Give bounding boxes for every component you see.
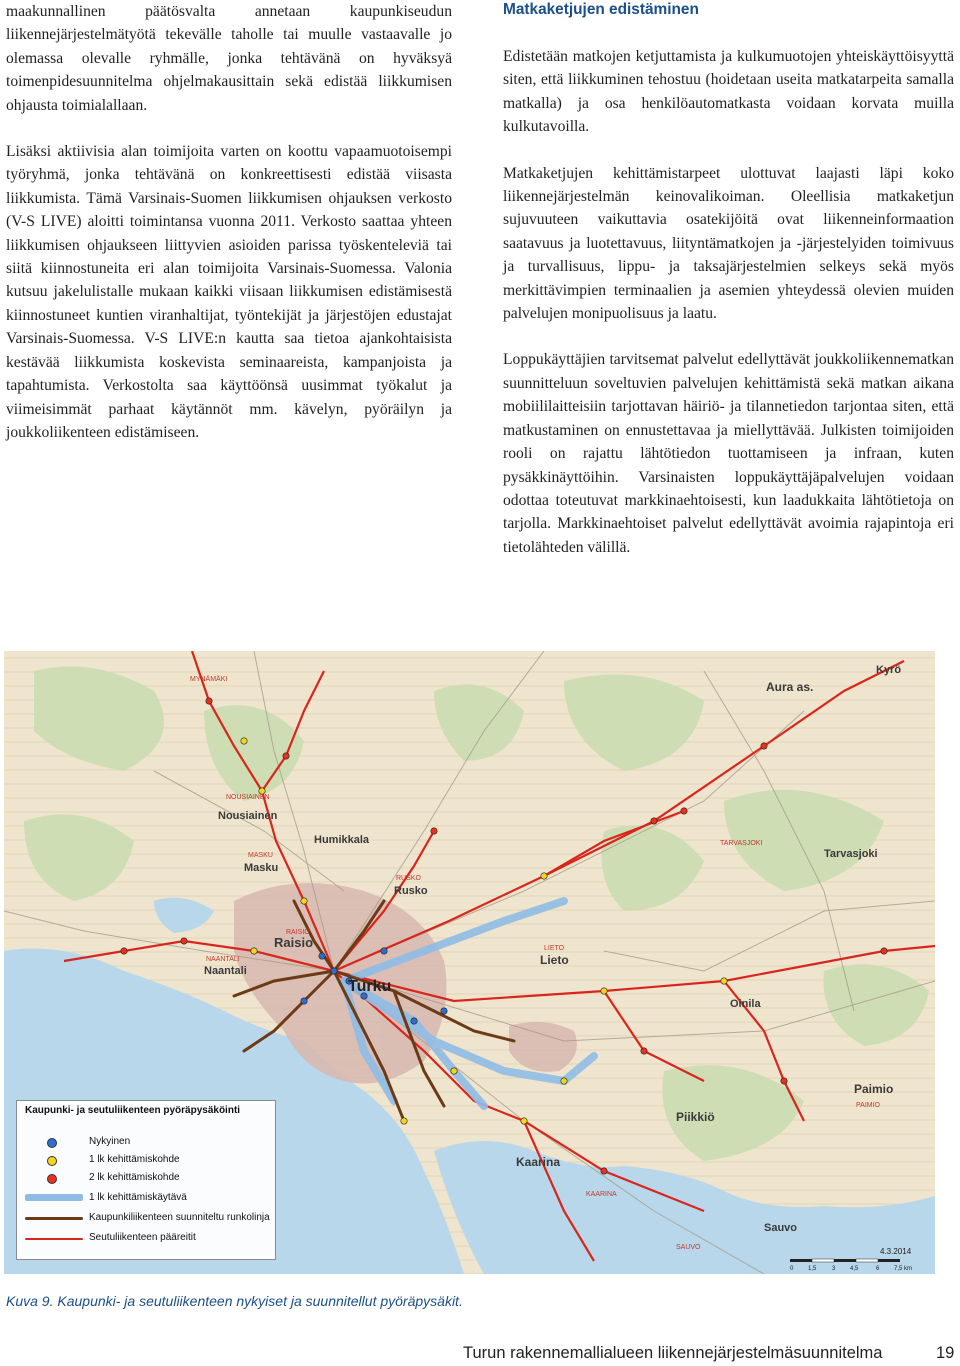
yellow-dot-icon xyxy=(47,1156,57,1166)
place-label: KAARINA xyxy=(586,1191,617,1198)
left-column xyxy=(6,0,452,467)
caption-text: Kaupunki- ja seutuliikenteen nykyiset ja suunnitellut pyöräpysäkit. xyxy=(53,1293,463,1309)
legend-title: Kaupunki- ja seutuliikenteen pyöräpysäköinti xyxy=(25,1105,241,1116)
legend-item xyxy=(25,1191,270,1205)
place-label: Rusko xyxy=(394,885,428,897)
place-label: Oinila xyxy=(730,998,761,1010)
place-label: Paimio xyxy=(854,1082,894,1096)
legend-symbol xyxy=(25,1155,83,1165)
scale-label: 4,5 xyxy=(850,1266,859,1272)
footer-title: Turun rakennemallialueen liikennejärjestelmäsuunnitelma xyxy=(463,1344,883,1362)
legend-label: 1 lk kehittämiskohde xyxy=(89,1154,180,1165)
place-label: RAISIO xyxy=(286,929,310,936)
right-paragraph-3: Loppukäyttäjien tarvitsemat palvelut edellyttävät joukkoliikennematkan suunnitteluun soveltuvien palvelujen kehittämistä sekä matkan aikana mobiililaitteisiin tarjottavan häiriö- ja tilannetiedon tarjontaa siten, että matkustaminen on ennustettavaa ja miellyttävää. Julkisten toimijoiden rooli on rajattu lähtötiedon tuottamiseen ja infraan, kuten pysäkkinäyttöihin. Varsinaisten loppukäyttäjäpalvelujen voidaan odottaa toteutuvat markkinaehtoisesti, kun laadukkaita lähtötietoja on tarjolla. Markkinaehtoiset palvelut edellyttävät avoimia rajapintoja eri tietolähteden välillä. xyxy=(503,351,954,556)
legend-item xyxy=(25,1153,270,1167)
legend-label: Kaupunkiliikenteen suunniteltu runkolinja xyxy=(89,1212,270,1223)
place-label: SAUVO xyxy=(676,1244,701,1251)
legend-symbol xyxy=(25,1233,83,1243)
place-label: Naantali xyxy=(204,965,247,977)
left-paragraph-1: maakunnallinen päätösvalta annetaan kaupunkiseudun liikennejärjestelmätyötä tekevälle taholle tai muulle vastaavalle jo olemassa olevalle ryhmälle, jonka tehtävänä on hyväksyä toimenpidesuunnitelma ohjelmakausittain sekä edistää liikkumisen ohjausta toimialallaan. xyxy=(6,3,452,114)
scale-label: 0 xyxy=(790,1266,794,1272)
place-label: Nousiainen xyxy=(218,810,278,822)
scale-label: 6 xyxy=(876,1266,880,1272)
legend-item xyxy=(25,1135,270,1149)
place-label: Tarvasjoki xyxy=(824,848,878,860)
place-label: Humikkala xyxy=(314,834,370,846)
right-paragraph-2: Matkaketjujen kehittämistarpeet ulottuvat laajasti läpi koko liikennejärjestelmän keinovalikoiman. Oleellisia matkaketjun sujuvuuteen vaikuttavia osatekijöitä ovat liikenneinformaation saatavuus ja luotettavuus, liityntämatkojen ja -järjestelyiden toimivuus ja turvallisuus, lippu- ja taksajärjestelmien selkeys sekä myös merkittävimpien terminaalien ja asemien yhteydessä olevien muiden palvelujen monipuolisuus ja laatu. xyxy=(503,164,954,323)
right-column xyxy=(503,0,954,582)
legend-item xyxy=(25,1171,270,1185)
place-label: Kyrö xyxy=(876,664,902,676)
place-label: PAIMIO xyxy=(856,1102,880,1109)
legend-symbol xyxy=(25,1193,83,1203)
place-label: TARVASJOKI xyxy=(720,840,763,847)
caption-label: Kuva 9. xyxy=(6,1293,54,1309)
place-label: Aura as. xyxy=(766,680,814,694)
blue-dot-icon xyxy=(47,1138,57,1148)
trunk-line-icon xyxy=(25,1217,83,1220)
place-label: NAANTALI xyxy=(206,956,240,963)
place-label: MASKU xyxy=(248,852,273,859)
place-label: NOUSIAINEN xyxy=(226,794,270,801)
corridor-line-icon xyxy=(25,1194,83,1201)
figure-caption xyxy=(6,1293,463,1309)
red-dot-icon xyxy=(47,1174,57,1184)
legend-symbol xyxy=(25,1173,83,1183)
legend-label: Seutuliikenteen pääreitit xyxy=(89,1232,196,1243)
map-date: 4.3.2014 xyxy=(880,1247,912,1256)
legend-label: 1 lk kehittämiskäytävä xyxy=(89,1192,187,1203)
place-label: Turku xyxy=(348,978,392,995)
place-label: Lieto xyxy=(540,953,569,967)
legend-label: 2 lk kehittämiskohde xyxy=(89,1172,180,1183)
scale-label: 3 xyxy=(832,1266,836,1272)
place-label: Raisio xyxy=(274,935,314,950)
scale-label: 7,5 km xyxy=(894,1266,913,1272)
right-paragraph-1: Edistetään matkojen ketjuttamista ja kulkumuotojen yhteiskäyttöisyyttä siten, että liikkuminen tehostuu (hoidetaan useita matkatarpeita samalla matkalla) ja osa henkilöautomatkasta voidaan korvata muilla kulkutavoilla. xyxy=(503,48,954,136)
scale-bar xyxy=(790,1258,920,1272)
legend-item xyxy=(25,1231,270,1245)
place-label: Masku xyxy=(244,862,279,874)
place-label: LIETO xyxy=(544,945,565,952)
place-label: RUSKO xyxy=(396,875,421,882)
legend-label: Nykyinen xyxy=(89,1136,131,1147)
page-number: 19 xyxy=(936,1344,955,1362)
place-label: Sauvo xyxy=(764,1222,798,1234)
place-label: Piikkiö xyxy=(676,1110,715,1124)
map-legend xyxy=(16,1100,276,1260)
legend-symbol xyxy=(25,1137,83,1147)
section-heading: Matkaketjujen edistäminen xyxy=(503,1,699,18)
left-paragraph-2: Lisäksi aktiivisia alan toimijoita varten on koottu vapaamuotoisempi työryhmä, jonka tehtävänä on konkreettisesti edistää viisasta liikkumista. Tämä Varsinais-Suomen liikkumisen ohjauksen verkosto (V-S LIVE) aloitti toimintansa vuonna 2011. Verkosto saattaa yhteen liikkumisen ohjaukseen liittyvien asioiden parissa työskenteleviä tai siitä kiinnostuneita eri alan toimijoita Varsinais-Suomessa. Valonia kutsuu jakelulistalle mukaan kaikki viisaan liikkumisen edistämisestä kiinnostuneet kuntien viranhaltijat, työntekijät ja järjestöjen edustajat Varsinais-Suomessa. V-S LIVE:n kautta saa tietoa ajankohtaisista kestävää liikkumista koskevista seminaareista, kampanjoista ja tapahtumista. Verkostolta saa käyttöönsä uusimmat työkalut ja viimeisimmät parhaat käytännöt mm. kävelyn, pyöräilyn ja joukkoliikenteen edistämiseen. xyxy=(6,143,452,441)
place-label: Kaarina xyxy=(516,1155,561,1169)
legend-item xyxy=(25,1211,270,1225)
legend-symbol xyxy=(25,1213,83,1223)
scale-label: 1,5 xyxy=(808,1266,817,1272)
regional-route-line-icon xyxy=(25,1238,83,1240)
place-label: MYNÄMÄKI xyxy=(190,676,228,683)
